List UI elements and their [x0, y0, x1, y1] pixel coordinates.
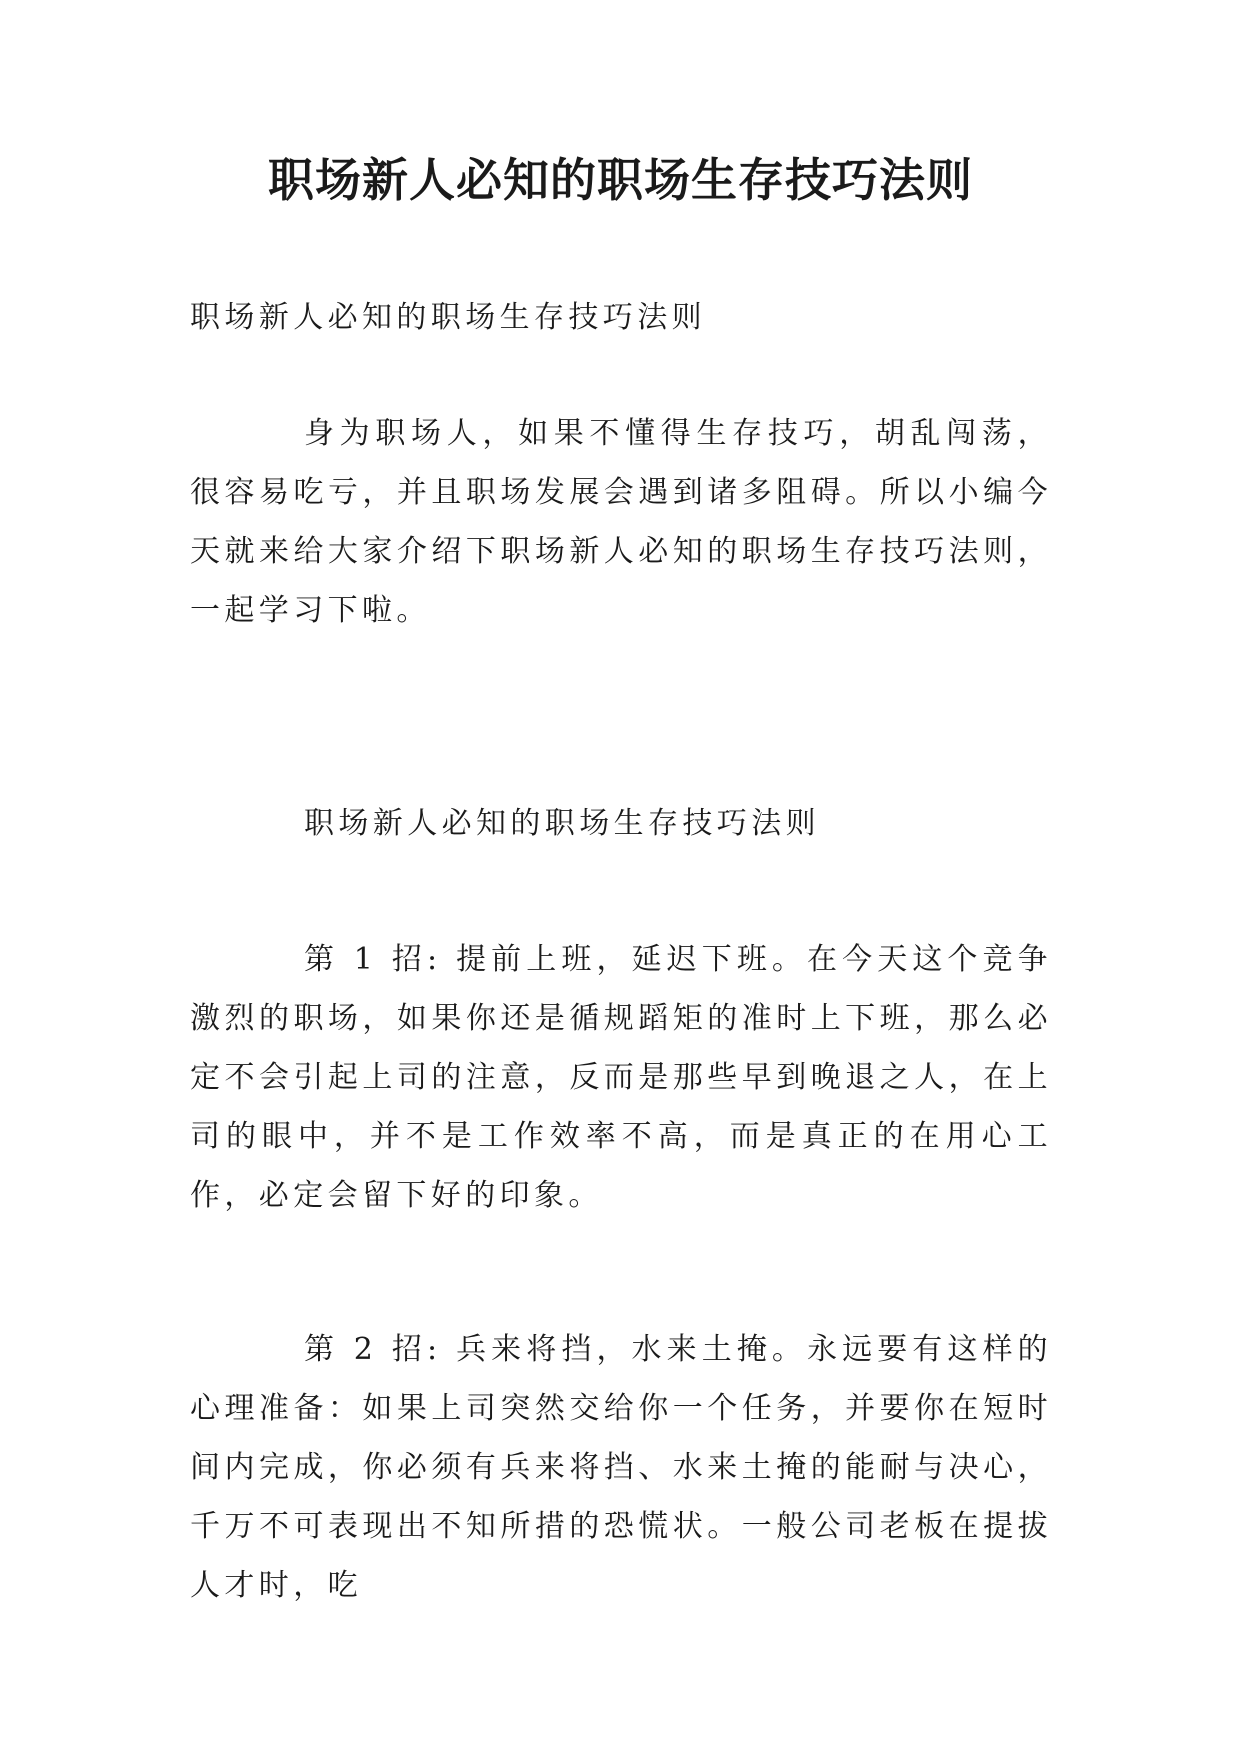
intro-paragraph: 身为职场人，如果不懂得生存技巧，胡乱闯荡，很容易吃亏，并且职场发展会遇到诸多阻碍。所以小编今天就来给大家介绍下职场新人必知的职场生存技巧法则，一起学习下啦。 — [190, 416, 1052, 628]
document-title: 职场新人必知的职场生存技巧法则 — [268, 153, 973, 207]
document-subtitle: 职场新人必知的职场生存技巧法则 — [190, 300, 706, 335]
section-heading: 职场新人必知的职场生存技巧法则 — [304, 806, 820, 841]
tip-2-paragraph: 第 2 招: 兵来将挡，水来土掩。永远要有这样的心理准备：如果上司突然交给你一个任务，并要你在短时间内完成，你必须有兵来将挡、水来土掩的能耐与决心，千万不可表现出不知所措的恐慌状。一般公司老板在提拔人才时，吃 — [190, 1332, 1052, 1603]
tip-1-paragraph: 第 1 招: 提前上班，延迟下班。在今天这个竞争激烈的职场，如果你还是循规蹈矩的准时上下班，那么必定不会引起上司的注意，反而是那些早到晚退之人，在上司的眼中，并不是工作效率不高，而是真正的在用心工作，必定会留下好的印象。 — [190, 942, 1052, 1213]
